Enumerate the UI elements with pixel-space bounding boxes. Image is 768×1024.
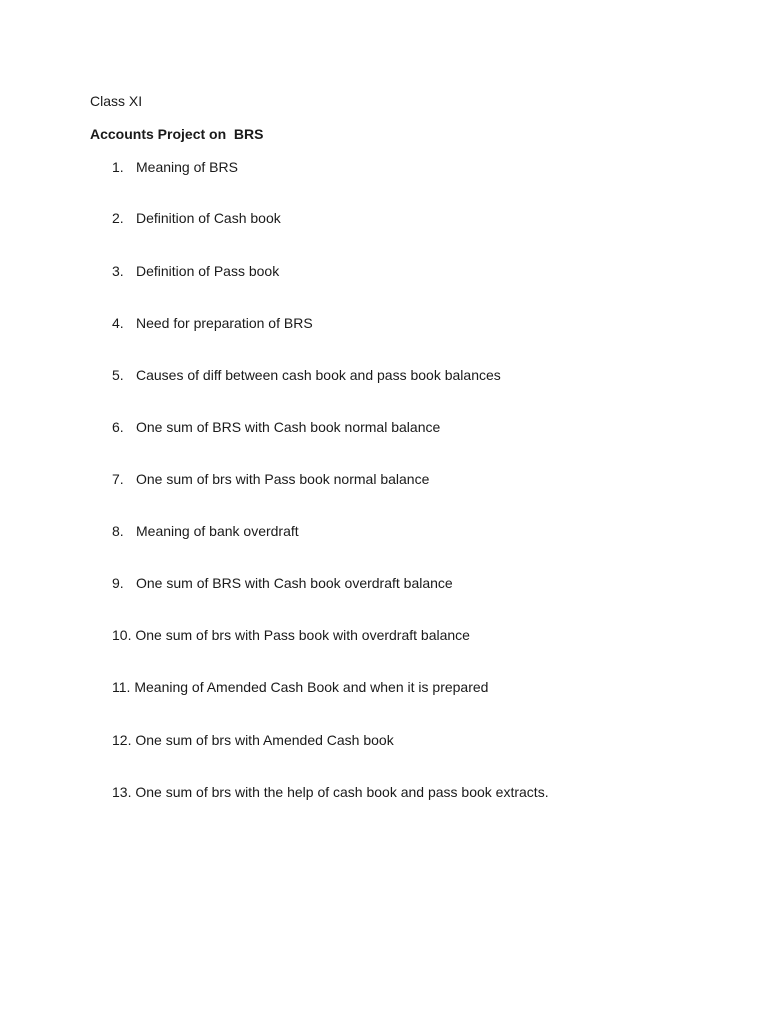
class-label: Class XI: [90, 93, 143, 109]
list-item: [112, 315, 712, 332]
list-item-number: 2.: [112, 210, 124, 226]
list-item-number: 1.: [112, 159, 124, 175]
list-item-text: Need for preparation of BRS: [136, 315, 313, 331]
list-item-text: Definition of Pass book: [136, 263, 280, 279]
list-item-text: Meaning of Amended Cash Book and when it is prepared: [134, 679, 489, 695]
list-item-number: 13.: [112, 784, 132, 800]
list-item-text: One sum of BRS with Cash book normal balance: [136, 419, 441, 435]
list-item: [112, 732, 712, 749]
list-item-number: 8.: [112, 523, 124, 539]
list-item: [112, 210, 712, 227]
list-item: [112, 419, 712, 436]
list-item: [112, 263, 712, 280]
list-item: [112, 627, 712, 644]
list-item-number: 9.: [112, 575, 124, 591]
list-item-text: One sum of BRS with Cash book overdraft balance: [136, 575, 453, 591]
list-item-number: 7.: [112, 471, 124, 487]
list-item-text: Meaning of bank overdraft: [136, 523, 299, 539]
list-item-text: One sum of brs with Amended Cash book: [135, 732, 394, 748]
list-item-text: One sum of brs with Pass book normal balance: [136, 471, 430, 487]
list-item-text: One sum of brs with Pass book with overdraft balance: [135, 627, 470, 643]
list-item: [112, 575, 712, 592]
list-item: [112, 471, 712, 488]
list-item-number: 10.: [112, 627, 132, 643]
list-item-text: Meaning of BRS: [136, 159, 238, 175]
list-item: [112, 367, 712, 384]
list-item: [112, 159, 712, 176]
list-item-text: One sum of brs with the help of cash book and pass book extracts.: [135, 784, 549, 800]
list-item-number: 5.: [112, 367, 124, 383]
list-item: [112, 679, 712, 696]
list-item-number: 6.: [112, 419, 124, 435]
list-item: [112, 784, 712, 801]
project-title: Accounts Project on BRS: [90, 126, 264, 142]
list-item-number: 4.: [112, 315, 124, 331]
list-item-number: 3.: [112, 263, 124, 279]
list-item-text: Causes of diff between cash book and pass book balances: [136, 367, 501, 383]
list-item-number: 11.: [112, 679, 131, 695]
list-item-text: Definition of Cash book: [136, 210, 281, 226]
list-item-number: 12.: [112, 732, 132, 748]
list-item: [112, 523, 712, 540]
